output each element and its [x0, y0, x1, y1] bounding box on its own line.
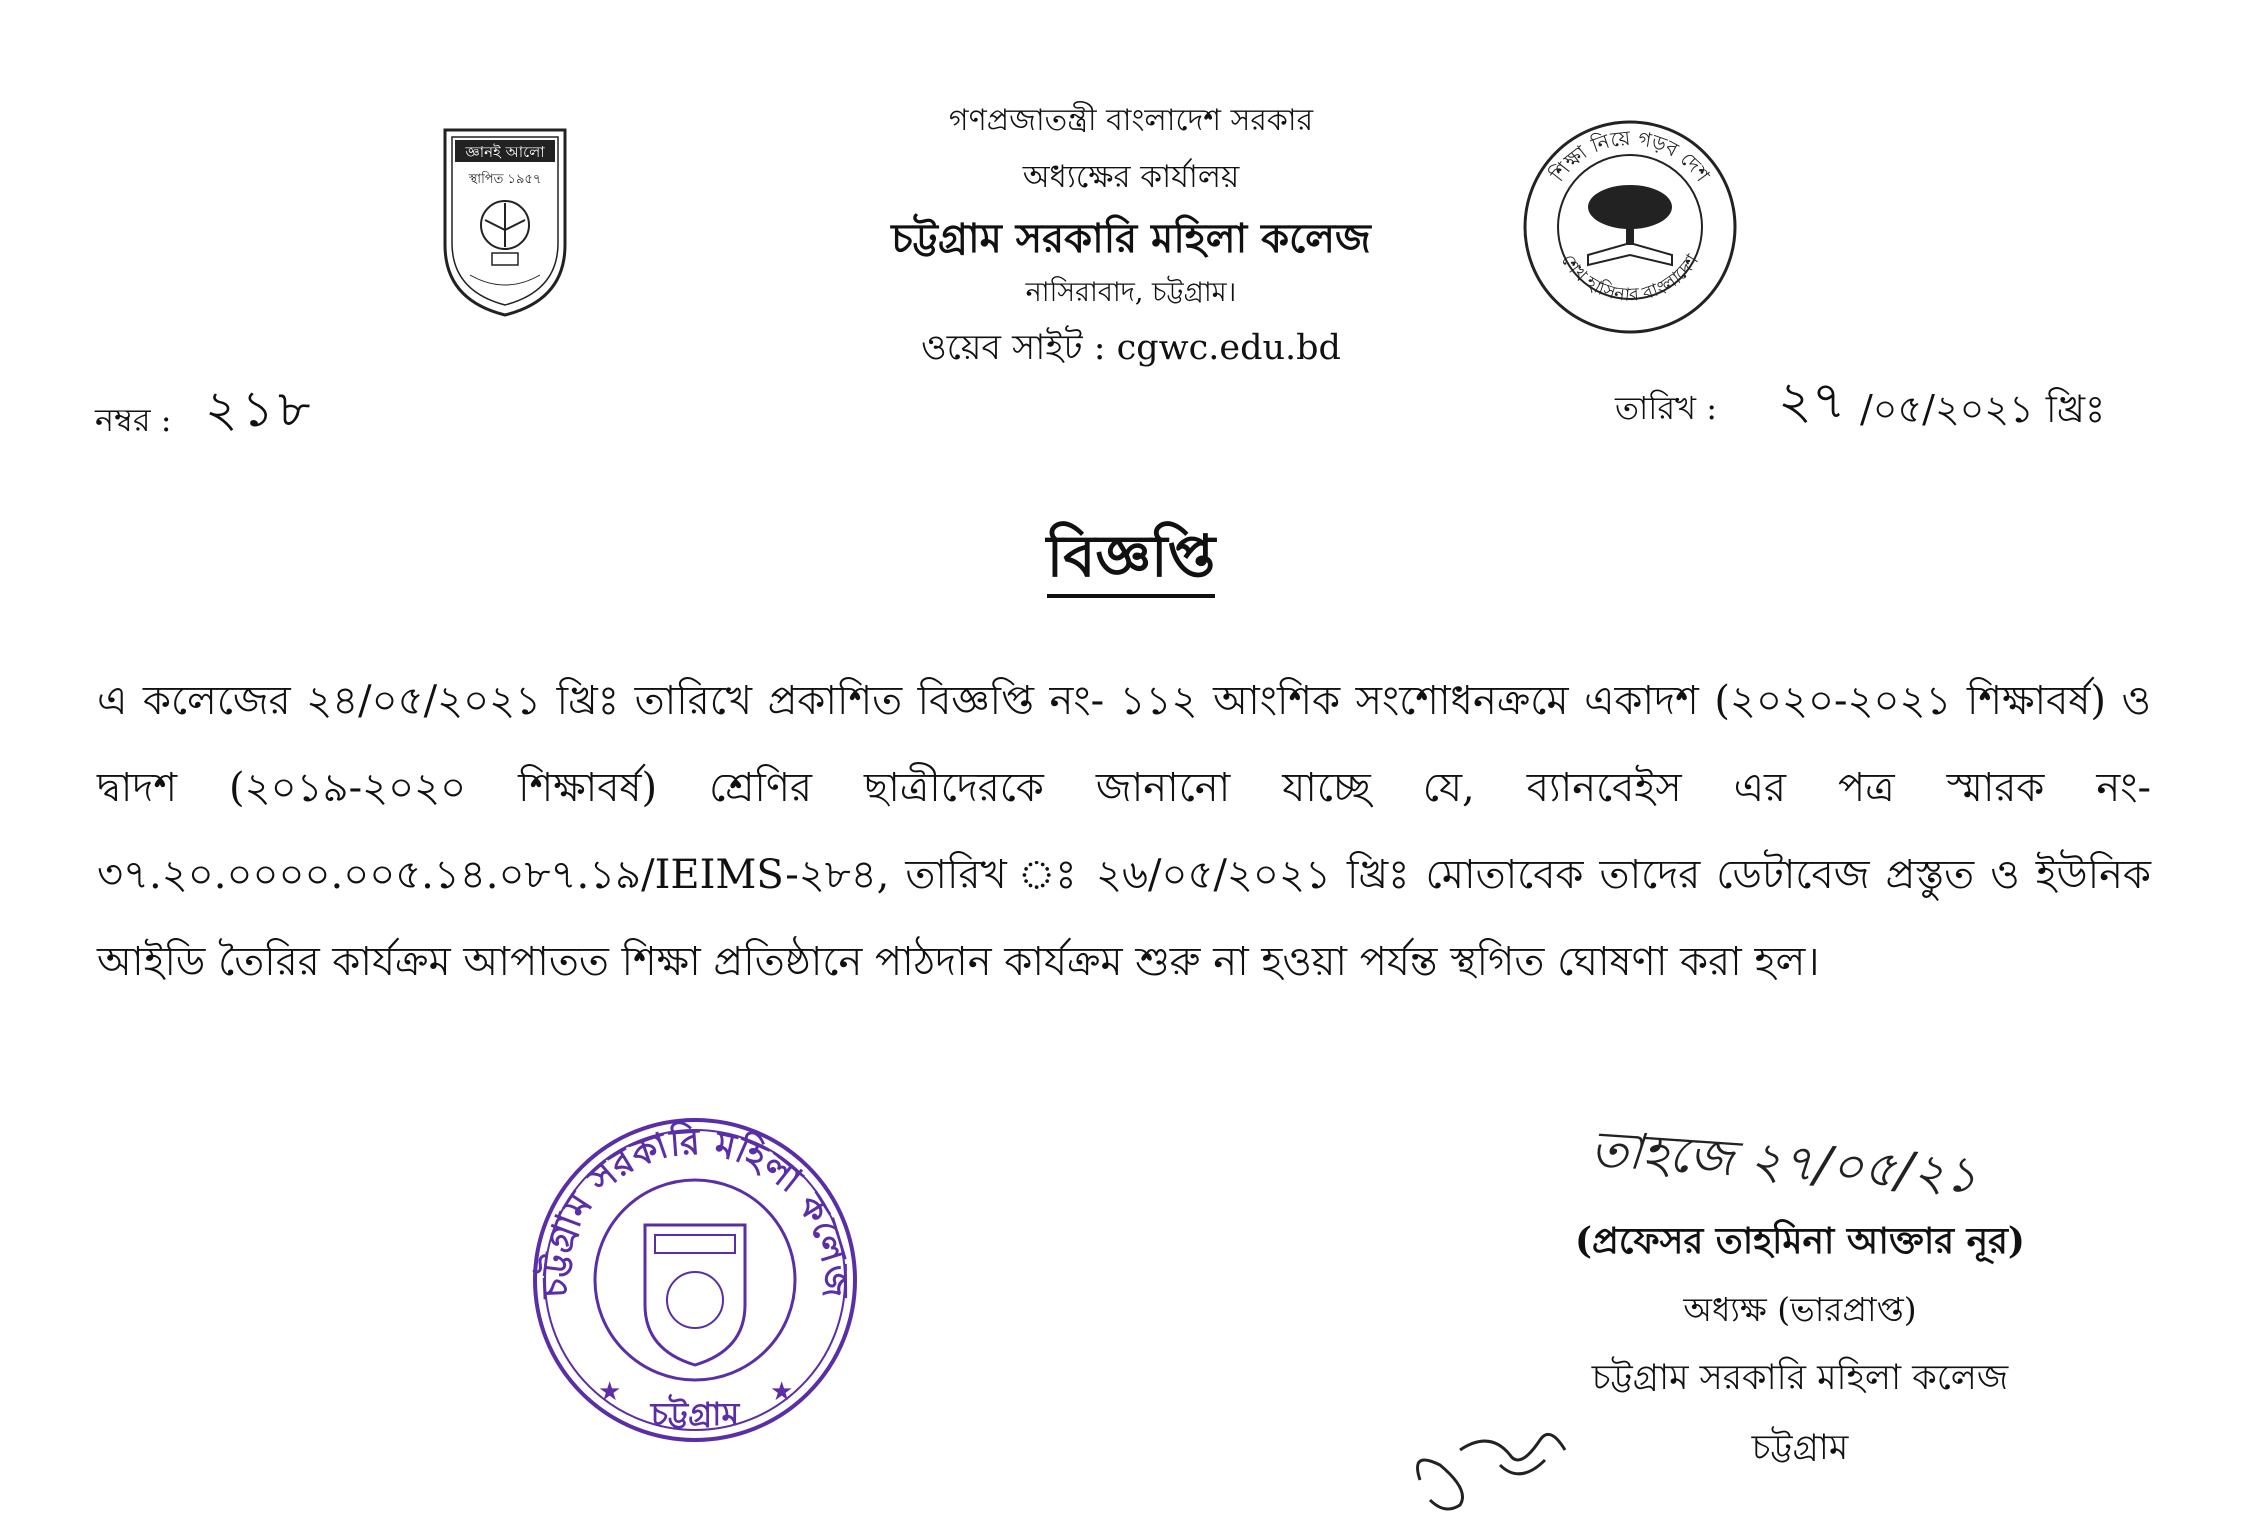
- office-line: অধ্যক্ষের কার্যালয়: [1022, 159, 1240, 195]
- signatory-name: (প্রফেসর তাহমিনা আক্তার নূর): [1575, 1220, 2025, 1262]
- tree-book-emblem-icon: [1518, 115, 1743, 340]
- svg-text:শেখ হাসিনার বাংলাদেশ: শেখ হাসিনার বাংলাদেশ: [1556, 250, 1704, 306]
- date-month-year: /০৫/২০২১ খ্রিঃ: [1860, 387, 2106, 431]
- notice-body: এ কলেজের ২৪/০৫/২০২১ খ্রিঃ তারিখে প্রকাশিত বিজ্ঞপ্তি নং- ১১২ আংশিক সংশোধনক্রমে একাদশ (২০২০-২০২১ শিক্ষাবর্ষ) ও দ্বাদশ (২০১৯-২০২০ শিক্ষাবর্ষ) শ্রেণির ছাত্রীদেরকে জানানো যাচ্ছে যে, ব্যানবেইস এর পত্র স্মারক নং- ৩৭.২০.০০০০.০০৫.১৪.০৮৭.১৯/IEIMS-২৮৪, তারিখ ঃ ২৬/০৫/২০২১ খ্রিঃ মোতাবেক তাদের ডেটাবেজ প্রস্তুত ও ইউনিক আইডি তৈরির কার্যক্রম আপাতত শিক্ষা প্রতিষ্ঠানে পাঠদান কার্যক্রম শুরু না হওয়া পর্যন্ত স্থগিত ঘোষণা করা হল।: [97, 678, 2151, 985]
- svg-text:★: ★: [598, 1377, 622, 1407]
- signature-scribble-icon: [1400, 1410, 1600, 1520]
- date-label: তারিখ :: [1615, 389, 1718, 427]
- date-day: ২৭: [1778, 371, 1846, 431]
- reference-label: নম্বর :: [95, 401, 172, 439]
- college-address: নাসিরাবাদ, চট্টগ্রাম।: [1025, 277, 1237, 308]
- official-stamp-icon: [530, 1110, 860, 1450]
- svg-text:★: ★: [770, 1377, 794, 1407]
- handwritten-signature-date: তাহজে ২৭/০৫/২১: [1588, 1119, 1980, 1205]
- stamp-bottom-text: চট্টগ্রাম: [650, 1395, 740, 1433]
- college-name: চট্টগ্রাম সরকারি মহিলা কলেজ: [891, 215, 1371, 262]
- notice-title: [0, 512, 2262, 609]
- stamp-ring-text: চট্টগ্রাম সরকারি মহিলা কলেজ: [534, 1121, 856, 1299]
- svg-text:চট্টগ্রাম সরকারি মহিলা কলেজ: [532, 1120, 856, 1301]
- college-crest-icon: [440, 125, 570, 320]
- svg-text:জ্ঞানই আলো: জ্ঞানই আলো: [465, 143, 545, 161]
- svg-text:স্থাপিত ১৯৫৭: স্থাপিত ১৯৫৭: [468, 172, 542, 187]
- signatory-designation: অধ্যক্ষ (ভারপ্রাপ্ত): [1683, 1290, 1917, 1329]
- svg-text:শিক্ষা নিয়ে গড়ব দেশ: শিক্ষা নিয়ে গড়ব দেশ: [1545, 125, 1715, 187]
- reference-number: ২১৮: [205, 380, 315, 438]
- notice-title-text: বিজ্ঞপ্তি: [1047, 522, 1216, 598]
- government-line: গণপ্রজাতন্ত্রী বাংলাদেশ সরকার: [948, 103, 1314, 138]
- signatory-college: চট্টগ্রাম সরকারি মহিলা কলেজ: [1591, 1358, 2009, 1398]
- website-line: ওয়েব সাইট : cgwc.edu.bd: [921, 328, 1341, 368]
- signatory-city: চট্টগ্রাম: [1751, 1428, 1849, 1468]
